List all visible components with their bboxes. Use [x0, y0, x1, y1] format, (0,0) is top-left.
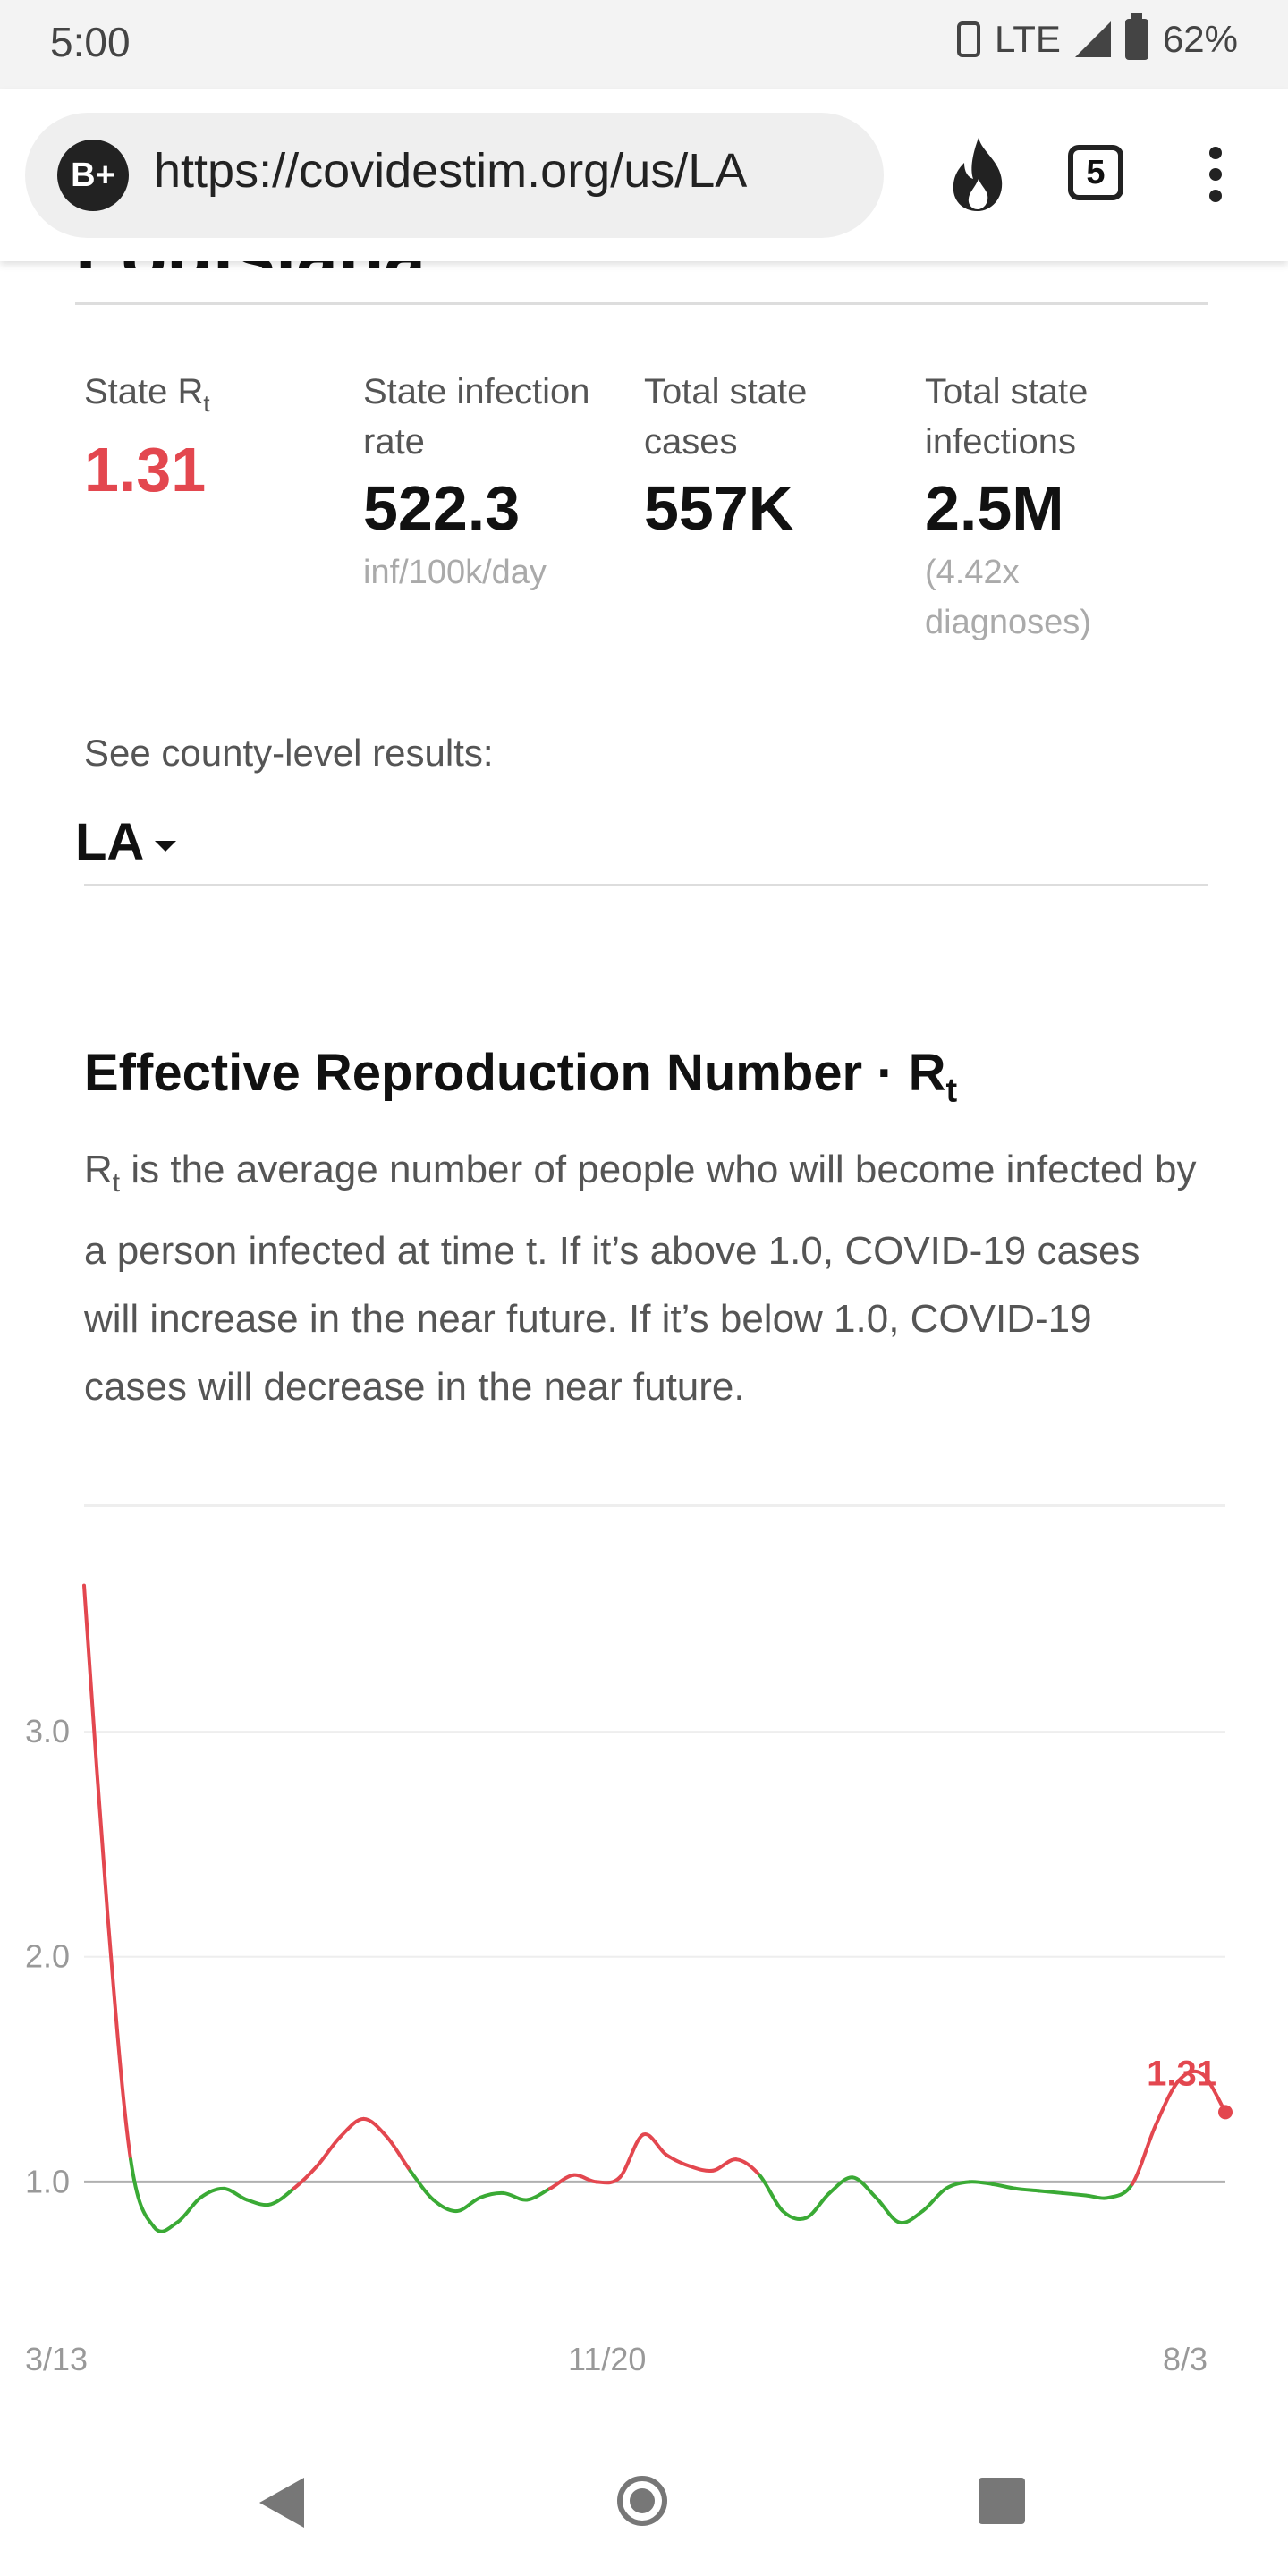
- rt-line-segment: [922, 2189, 945, 2211]
- stat-value: 2.5M: [925, 473, 1064, 543]
- rt-line-segment: [736, 2159, 759, 2175]
- divider: [84, 1504, 1225, 1507]
- rt-line-segment: [84, 1586, 107, 1912]
- stat-value: 522.3: [363, 473, 521, 543]
- status-icons: [957, 18, 1238, 61]
- x-tick-label: 3/13: [25, 2341, 89, 2377]
- divider: [75, 302, 1208, 305]
- rt-line-segment: [1109, 2184, 1132, 2198]
- x-tick-label: 11/20: [568, 2341, 647, 2377]
- section-title: Effective Reproduction Number · $R_t$: [84, 1044, 958, 1110]
- browser-toolbar: [0, 89, 1288, 261]
- battery-percent: 62%: [1162, 18, 1238, 60]
- rt-line-segment: [363, 2119, 386, 2137]
- home-icon[interactable]: [617, 2476, 667, 2526]
- rt-line-segment: [434, 2199, 457, 2211]
- county-selected-value[interactable]: LA: [75, 813, 145, 871]
- rt-line-segment: [643, 2134, 666, 2155]
- rt-line-segment: [387, 2137, 411, 2171]
- rt-line-segment: [713, 2159, 736, 2171]
- rt-line-segment: [1063, 2193, 1086, 2196]
- stat-total-infections: [925, 367, 1148, 648]
- signal-icon: [1075, 21, 1111, 57]
- stat-state-rt: [84, 367, 352, 505]
- stat-value: 1.31: [84, 435, 207, 504]
- rt-line-segment: [411, 2171, 434, 2200]
- network-label: LTE: [995, 18, 1061, 60]
- stat-label: State infection rate: [363, 372, 590, 462]
- rt-line-segment: [852, 2177, 876, 2198]
- stat-infection-rate: [363, 367, 623, 597]
- rt-line-segment: [224, 2189, 247, 2200]
- rt-chart: [0, 1556, 1288, 2415]
- rt-line-segment: [597, 2177, 620, 2182]
- navigation-bar: [0, 2451, 1288, 2576]
- section-description: $R_t$ is the average number of people who will become infected by a person infected at time t. If it’s above 1.0, COVID-19 cases will increase in the near future. If it’s below 1.0, COVID-19 cases will decrease in the near future.: [84, 1148, 1197, 1409]
- url-text[interactable]: https://covidestim.org/us/LA: [154, 144, 748, 198]
- rt-line-segment: [504, 2193, 527, 2200]
- rt-line-segment: [154, 2223, 177, 2232]
- rt-line-segment: [1039, 2190, 1063, 2193]
- vibrate-icon: [957, 21, 980, 57]
- rt-line-segment: [1132, 2125, 1156, 2183]
- stat-value: 557K: [644, 473, 794, 543]
- rt-line-segment: [1016, 2189, 1039, 2191]
- y-tick-label: 3.0: [25, 1713, 71, 1750]
- rt-line-segment: [759, 2175, 783, 2211]
- stat-unit: inf/100k/day: [363, 554, 547, 591]
- chevron-down-icon[interactable]: [155, 841, 176, 852]
- recents-icon[interactable]: [979, 2478, 1025, 2524]
- rt-line-segment: [317, 2137, 340, 2166]
- rt-line-segment: [829, 2177, 852, 2193]
- rt-line-segment: [527, 2189, 550, 2200]
- rt-line-segment: [690, 2166, 713, 2171]
- stat-label: State $R_t$: [84, 372, 210, 417]
- rt-line-segment: [620, 2135, 643, 2178]
- rt-line-segment: [457, 2198, 480, 2211]
- rt-end-label: 1.31: [1147, 2054, 1216, 2094]
- y-tick-label: 1.0: [25, 2163, 71, 2200]
- rt-line-segment: [666, 2155, 690, 2166]
- county-dropdown[interactable]: [75, 812, 176, 872]
- rt-line-segment: [806, 2193, 829, 2218]
- rt-line-segment: [993, 2184, 1016, 2189]
- rt-line-segment: [107, 1911, 131, 2159]
- stat-note: (4.42x diagnoses): [925, 554, 1091, 641]
- rt-line-segment: [247, 2199, 270, 2205]
- rt-line-segment: [200, 2189, 224, 2198]
- site-grade-icon[interactable]: B+: [57, 140, 129, 211]
- rt-line-segment: [899, 2211, 922, 2223]
- county-prompt: See county-level results:: [84, 732, 494, 774]
- battery-icon: [1125, 19, 1148, 60]
- stat-label: Total state infections: [925, 372, 1089, 462]
- rt-endpoint: [1218, 2105, 1233, 2119]
- rt-line-segment: [177, 2198, 200, 2223]
- clock: 5:00: [50, 19, 131, 65]
- rt-line-segment: [131, 2159, 154, 2226]
- stat-total-cases: [644, 367, 859, 544]
- rt-line-segment: [783, 2211, 806, 2219]
- dropdown-underline: [84, 884, 1208, 886]
- rt-line-segment: [876, 2198, 899, 2223]
- rt-line-segment: [970, 2182, 993, 2184]
- rt-line-segment: [293, 2166, 317, 2189]
- y-tick-label: 2.0: [25, 1937, 71, 1975]
- x-tick-label: 8/3: [1163, 2341, 1208, 2377]
- flame-icon[interactable]: [946, 136, 1009, 213]
- overflow-menu-icon[interactable]: [1209, 147, 1222, 211]
- tab-switcher-button[interactable]: 5: [1068, 145, 1123, 200]
- rt-line-segment: [340, 2119, 363, 2137]
- status-bar: [0, 0, 1288, 89]
- back-icon[interactable]: [259, 2478, 304, 2528]
- rt-line-segment: [1086, 2195, 1109, 2198]
- rt-line-segment: [270, 2189, 293, 2205]
- stat-label: Total state cases: [644, 372, 808, 462]
- rt-line-segment: [480, 2193, 504, 2198]
- address-bar[interactable]: [25, 113, 884, 238]
